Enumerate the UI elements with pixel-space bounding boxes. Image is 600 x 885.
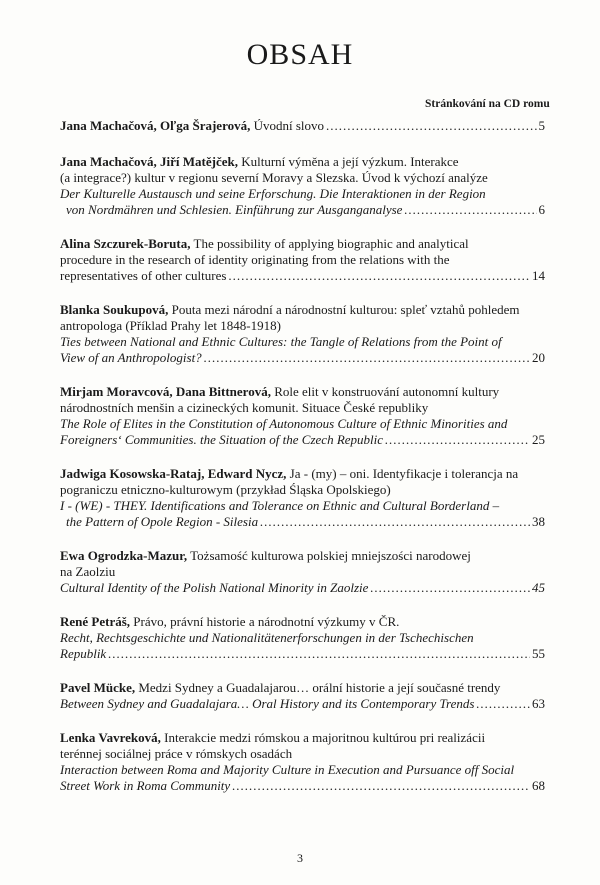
entry-page: 38 [532,514,545,529]
entry-translation: Interaction between Roma and Majority Culture in Execution and Pursuance off Social [60,762,515,777]
entry-author: Jana Machačová, Oľga Šrajerová, [60,118,251,133]
entry-author: Mirjam Moravcová, Dana Bittnerová, [60,384,271,399]
entry-title: Úvodní slovo [253,118,325,133]
toc-entry-line [60,118,545,134]
entry-title: Interakcie medzi rómskou a majoritnou kultúrou pri realizácii [164,730,486,745]
dot-leader [108,646,530,662]
toc-entry-line [60,696,545,712]
entry-translation: Street Work in Roma Community [60,778,231,793]
entry-author: Blanka Soukupová, [60,302,169,317]
page-title: OBSAH [246,38,354,71]
entry-page: 68 [532,778,545,793]
dot-leader [260,514,530,530]
toc-entry-line [60,646,545,662]
entry-author: René Petráš, [60,614,131,629]
toc-entry-line [60,778,545,794]
entry-translation: Recht, Rechtsgeschichte und Nationalitätenerforschungen in der Tschechischen [60,630,474,645]
entry-translation: View of an Anthropologist? [60,350,202,365]
dot-leader [232,778,530,794]
toc-entry-line [60,302,545,318]
entry-author: Ewa Ogrodzka-Mazur, [60,548,188,563]
entry-title: Role elit v konstruování autonomní kultury [274,384,500,399]
entry-translation: Foreigners‘ Communities. the Situation of the Czech Republic [60,432,384,447]
toc-entry-3[interactable] [60,236,545,284]
toc-entry-7[interactable] [60,548,545,596]
entry-title-line: pograniczu etniczno-kulturowym (przykład Śląska Opolskiego) [60,482,391,497]
dot-leader [370,580,530,596]
dot-leader [326,118,536,134]
entry-title-line: na Zaolziu [60,564,116,579]
toc-entry-8[interactable] [60,614,545,662]
entry-page: 14 [532,268,545,283]
entry-translation: the Pattern of Opole Region - Silesia [66,514,259,529]
entry-title: Ja - (my) – oni. Identyfikacje i tolerancja na [289,466,519,481]
dot-leader [385,432,530,448]
toc-entry-line [60,350,545,366]
entry-page: 45 [532,580,545,595]
table-of-contents [60,118,545,812]
toc-entry-line [60,514,545,530]
entry-author: Alina Szczurek-Boruta, [60,236,191,251]
toc-entry-line [60,202,545,218]
entry-page: 5 [538,118,545,133]
entry-author: Lenka Vavreková, [60,730,161,745]
entry-translation: Cultural Identity of the Polish National Minority in Zaolzie [60,580,369,595]
toc-entry-line [60,580,545,596]
entry-title-line: antropologa (Příklad Prahy let 1848-1918) [60,318,281,333]
toc-entry-10[interactable] [60,730,545,794]
toc-entry-line [60,236,545,252]
page-number: 3 [297,851,303,865]
toc-entry-line [60,680,545,696]
dot-leader [204,350,530,366]
toc-entry-text [60,118,324,134]
entry-title-line: terénnej sociálnej práce v rómskych osadách [60,746,293,761]
entry-page: 63 [532,696,545,711]
entry-title: The possibility of applying biographic and analytical [193,236,469,251]
entry-title-line: národnostních menšin a cizineckých komunit. Situace České republiky [60,400,429,415]
entry-title-line: (a integrace?) kultur v regionu severní Moravy a Slezska. Úvod k výchozí analýze [60,170,488,185]
toc-entry-4[interactable] [60,302,545,366]
entry-title: Právo, právní historie a národnotní výzkumy v ČR. [133,614,400,629]
toc-entry-line [60,432,545,448]
toc-entry-6[interactable] [60,466,545,530]
entry-title: Kulturní výměna a její výzkum. Interakce [241,154,459,169]
entry-title: Medzi Sydney a Guadalajarou… orální historie a její současné trendy [138,680,501,695]
entry-title: Tożsamość kulturowa polskiej mniejszości narodowej [190,548,471,563]
toc-entry-line [60,548,545,564]
entry-translation: Between Sydney and Guadalajara… Oral History and its Contemporary Trends [60,696,475,711]
toc-entry-1[interactable] [60,118,545,134]
toc-entry-line [60,730,545,746]
entry-page: 20 [532,350,545,365]
entry-author: Pavel Mücke, [60,680,136,695]
entry-translation: von Nordmähren und Schlesien. Einführung zur Ausganganalyse [66,202,403,217]
toc-entry-5[interactable] [60,384,545,448]
toc-entry-line [60,268,545,284]
entry-translation: Republik [60,646,107,661]
toc-entry-line [60,614,545,630]
entry-title: Pouta mezi národní a národnostní kulturou: spleť vztahů pohledem [171,302,520,317]
dot-leader [228,268,530,284]
entry-page: 55 [532,646,545,661]
entry-title-line: representatives of other cultures [60,268,227,283]
entry-translation: Der Kulturelle Austausch und seine Erforschung. Die Interaktionen in der Region [60,186,486,201]
toc-entry-line [60,466,545,482]
dot-leader [404,202,536,218]
entry-page: 25 [532,432,545,447]
dot-leader [476,696,530,712]
entry-page: 6 [538,202,545,217]
entry-translation: I - (WE) - THEY. Identifications and Tolerance on Ethnic and Cultural Borderland – [60,498,500,513]
toc-entry-9[interactable] [60,680,545,712]
entry-translation: Ties between National and Ethnic Cultures: the Tangle of Relations from the Point of [60,334,502,349]
entry-translation: The Role of Elites in the Constitution of Autonomous Culture of Ethnic Minorities and [60,416,508,431]
entry-title-line: procedure in the research of identity originating from the relations with the [60,252,450,267]
toc-entry-line [60,154,545,170]
toc-entry-line [60,384,545,400]
entry-author: Jadwiga Kosowska-Rataj, Edward Nycz, [60,466,287,481]
toc-entry-2[interactable] [60,154,545,218]
pagination-note: Stránkování na CD romu [425,98,550,110]
entry-author: Jana Machačová, Jiří Matějček, [60,154,238,169]
